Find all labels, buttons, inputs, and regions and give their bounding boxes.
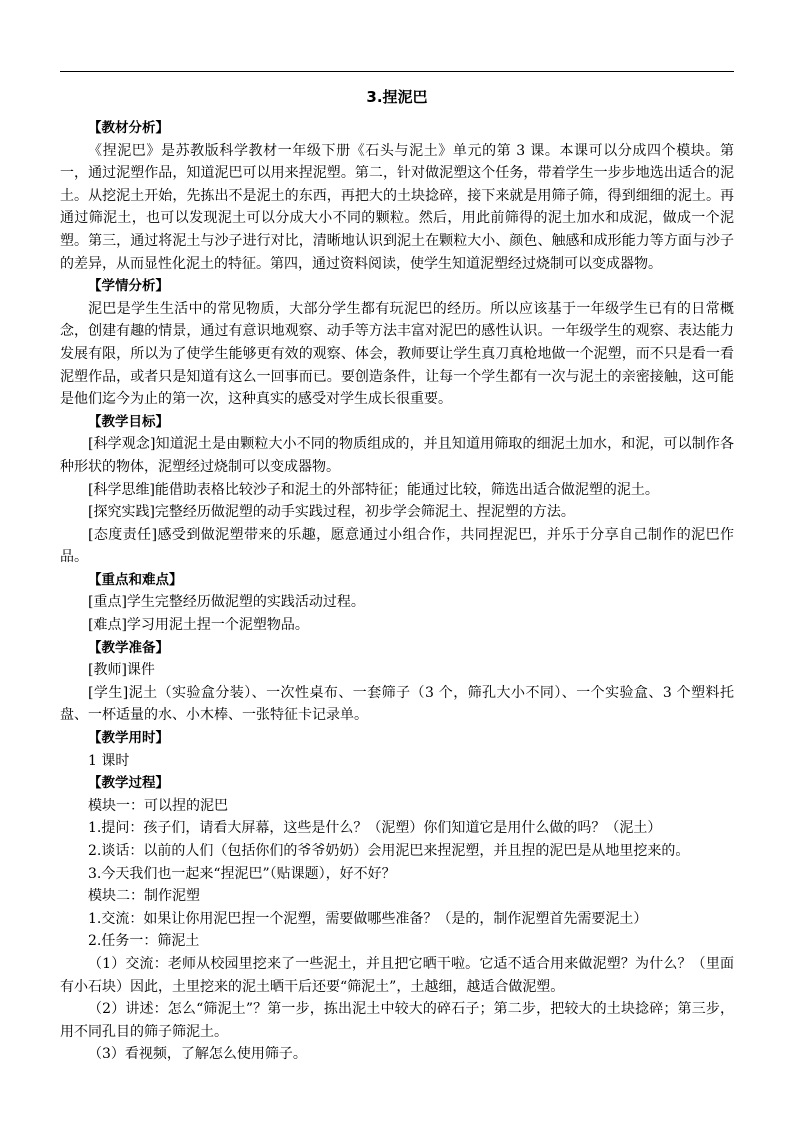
paragraph: 1.提问：孩子们，请看大屏幕，这些是什么？（泥塑）你们知道它是用什么做的吗？（泥土） (88, 820, 662, 837)
paragraph: 模块一：可以捏的泥巴 (88, 797, 228, 814)
paragraph: 泥巴是学生生活中的常见物质，大部分学生都有玩泥巴的经历。所以应该基于一年级学生已有的日常概念，创建有趣的情景，通过有意识地观察、动手等方法丰富对泥巴的感性认识。一年级学生的观察、表达能力发展有限，所以为了使学生能够更有效的观察、体会，教师要让学生真刀真枪地做一个泥塑，而不只是看一看泥塑作品，或者只是知道有这么一回事而已。要创造条件，让每一个学生都有一次与泥土的亲密接触，这可能是他们迄今为止的第一次，这种真实的感受对学生成长很重要。 (60, 300, 734, 408)
paragraph: [难点]学习用泥土捏一个泥塑物品。 (88, 617, 309, 634)
section-heading: 【教学准备】 (88, 639, 169, 656)
paragraph: [科学思维]能借助表格比较沙子和泥土的外部特征；能通过比较，筛选出适合做泥塑的泥土。 (88, 481, 659, 498)
top-rule (60, 71, 734, 72)
section-heading: 【教学过程】 (88, 775, 169, 792)
paragraph: （3）看视频，了解怎么使用筛子。 (88, 1046, 307, 1063)
paragraph: 《捏泥巴》是苏教版科学教材一年级下册《石头与泥土》单元的第 3 课。本课可以分成四个模块。第一，通过泥塑作品，知道泥巴可以用来捏泥塑。第二，针对做泥塑这个任务，带着学生一步步地选出适合的泥土。从挖泥土开始，先拣出不是泥土的东西，再把大的土块捻碎，接下来就是用筛子筛，得到细细的泥土。再通过筛泥土，也可以发现泥土可以分成大小不同的颗粒。然后，用此前筛得的泥土加水和成泥，做成一个泥塑。第三，通过将泥土与沙子进行对比，清晰地认识到泥土在颗粒大小、颜色、触感和成形能力等方面与沙子的差异，从而显性化泥土的特征。第四，通过资料阅读，使学生知道泥塑经过烧制可以变成器物。 (60, 142, 734, 272)
paragraph: 2.谈话：以前的人们（包括你们的爷爷奶奶）会用泥巴来捏泥塑，并且捏的泥巴是从地里挖来的。 (88, 843, 690, 859)
paragraph: [学生]泥土（实验盒分装）、一次性桌布、一套筛子（3 个，筛孔大小不同）、一个实验盒、3 个塑料托盘、一杯适量的水、小木棒、一张特征卡记录单。 (60, 684, 734, 724)
page-title: 3.捏泥巴 (366, 88, 428, 106)
paragraph: [重点]学生完整经历做泥塑的实践活动过程。 (88, 594, 365, 611)
paragraph: 模块二：制作泥塑 (88, 888, 200, 905)
section-heading: 【学情分析】 (88, 278, 169, 295)
section-heading: 【教学用时】 (88, 730, 169, 747)
section-heading: 【教学目标】 (88, 413, 169, 430)
paragraph: 3.今天我们也一起来“捏泥巴”（贴课题），好不好？ (88, 865, 396, 882)
paragraph: 2.任务一：筛泥土 (88, 933, 200, 950)
paragraph: 1 课时 (88, 752, 130, 769)
paragraph: 1.交流：如果让你用泥巴捏一个泥塑，需要做哪些准备？（是的，制作泥塑首先需要泥土） (88, 910, 648, 927)
paragraph: [态度责任]感受到做泥塑带来的乐趣，愿意通过小组合作，共同捏泥巴，并乐于分享自己制作的泥巴作品。 (60, 526, 734, 566)
paragraph: （2）讲述：怎么“筛泥土”？第一步，拣出泥土中较大的碎石子；第二步，把较大的土块捻碎；第三步，用不同孔目的筛子筛泥土。 (60, 1001, 734, 1040)
paragraph: [教师]课件 (88, 662, 155, 679)
paragraph: [科学观念]知道泥土是由颗粒大小不同的物质组成的，并且知道用筛取的细泥土加水，和泥，可以制作各种形状的物体，泥塑经过烧制可以变成器物。 (60, 436, 734, 475)
section-heading: 【重点和难点】 (88, 571, 183, 588)
paragraph: [探究实践]完整经历做泥塑的动手实践过程，初步学会筛泥土、捏泥塑的方法。 (88, 504, 575, 521)
document-body (60, 117, 734, 1066)
paragraph: （1）交流：老师从校园里挖来了一些泥土，并且把它晒干啦。它适不适合用来做泥塑？为什么？（里面有小石块）因此，土里挖来的泥土晒干后还要“筛泥土”，土越细，越适合做泥塑。 (60, 955, 734, 995)
section-heading: 【教材分析】 (88, 120, 169, 136)
